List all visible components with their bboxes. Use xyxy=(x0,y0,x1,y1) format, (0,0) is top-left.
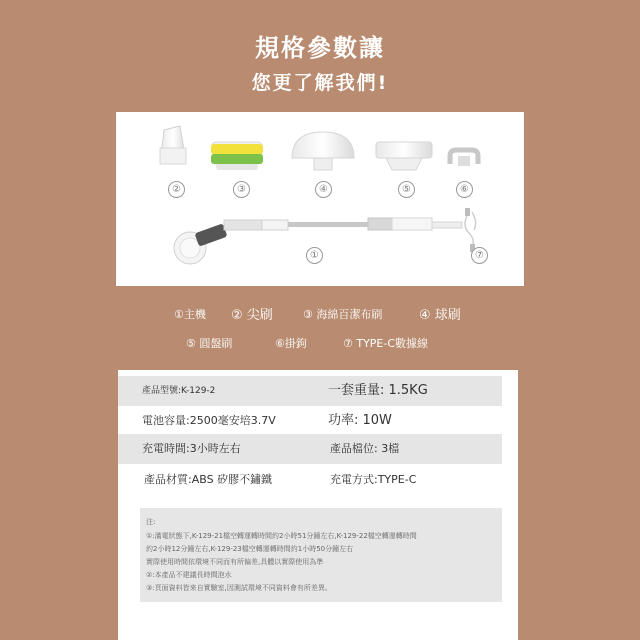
spec-model: 產品型號:K-129-2 xyxy=(142,386,216,396)
part-number-3: ③ xyxy=(233,181,250,198)
part-number-5: ⑤ xyxy=(398,181,415,198)
disc-brush-part xyxy=(376,142,432,170)
legend-disc-brush: ⑤ 圓盤刷 xyxy=(186,337,233,350)
legend-main-unit: ①主機 xyxy=(174,308,206,321)
spec-table xyxy=(118,370,518,640)
spec-power: 功率: 10W xyxy=(328,413,392,428)
note-line-5: ③:頁面資料皆來自實驗室,因測試環境不同資料會有所差異。 xyxy=(146,584,332,592)
hook-part xyxy=(450,150,478,166)
legend-ball-brush: ④ 球刷 xyxy=(419,308,461,323)
parts-panel xyxy=(116,112,524,286)
pointed-brush-part xyxy=(160,126,186,164)
part-number-1: ① xyxy=(306,247,323,264)
part-number-6: ⑥ xyxy=(456,181,473,198)
spec-row-1 xyxy=(118,376,502,406)
note-line-4: ②:本產品不建議長時間泡水 xyxy=(146,571,232,579)
spec-gear: 產品檔位: 3檔 xyxy=(330,442,400,455)
part-number-4: ④ xyxy=(315,181,332,198)
spec-charge-time: 充電時間:3小時左右 xyxy=(142,442,241,455)
legend-typec-cable: ⑦ TYPE-C數據線 xyxy=(343,337,429,350)
note-line-1: ①:滿電狀態下,K-129-21檔空轉運轉時間約2小時51分鐘左右,K-129-22檔空轉運轉時間 xyxy=(146,532,417,540)
note-line-3: 實際使用時間依環境不同而有所偏差,具體以實際使用為準 xyxy=(146,558,324,566)
ball-brush-part xyxy=(292,132,354,170)
spec-battery: 電池容量:2500毫安培3.7V xyxy=(142,414,276,427)
notes-label: 注: xyxy=(146,518,156,526)
spec-row-4 xyxy=(118,465,502,495)
notes-box xyxy=(140,508,502,602)
spec-row-2 xyxy=(118,406,502,436)
sponge-brush-part xyxy=(211,142,263,170)
spec-charge-method: 充電方式:TYPE-C xyxy=(330,473,417,486)
spec-weight: 一套重量: 1.5KG xyxy=(328,383,428,398)
page-subtitle: 您更了解我們! xyxy=(251,72,389,94)
page-title: 規格參數讓 xyxy=(255,34,385,62)
note-line-2: 約2小時12分鐘左右,K-129-23檔空轉運轉時間約1小時50分鐘左右 xyxy=(146,545,354,553)
legend-sponge-brush: ③ 海綿百潔布刷 xyxy=(303,308,383,321)
spec-material: 產品材質:ABS 矽膠不鏽鐵 xyxy=(144,473,273,486)
part-number-7: ⑦ xyxy=(471,247,488,264)
legend-hook: ⑥掛鉤 xyxy=(275,337,307,350)
part-number-2: ② xyxy=(168,181,185,198)
typec-cable-part xyxy=(465,208,476,252)
legend-pointed-brush: ② 尖刷 xyxy=(231,308,273,323)
spec-row-3 xyxy=(118,434,502,464)
